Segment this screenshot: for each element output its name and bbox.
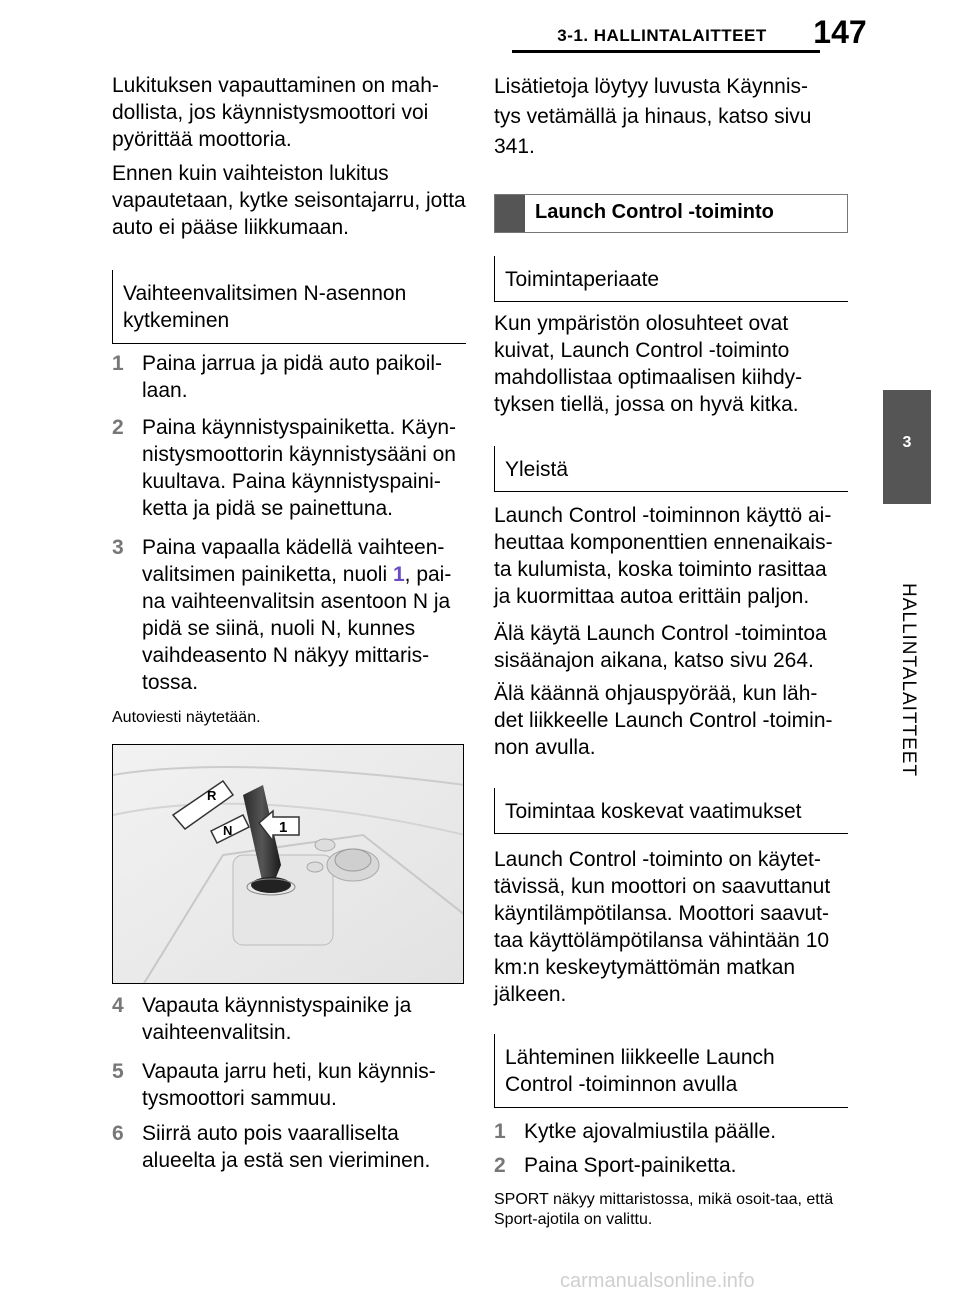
paragraph-more-info: Lisätietoja löytyy luvusta Käynnis-tys vetämällä ja hinaus, katso sivu 341. — [494, 75, 812, 158]
subheading-general — [494, 446, 848, 492]
step-text: Vapauta jarru heti, kun käynnis-tysmoottori sammuu. — [142, 1060, 436, 1110]
step-text: Kytke ajovalmiustila päälle. — [524, 1120, 777, 1143]
step-number: 1 — [494, 1120, 506, 1143]
step-text: Paina jarrua ja pidä auto paikoil-laan. — [142, 352, 443, 402]
step-number: 3 — [112, 536, 124, 559]
step-text-part: Paina vapaalla kädellä vaihteen-valitsimen painiketta, nuoli — [142, 536, 445, 586]
step-number: 5 — [112, 1060, 124, 1083]
subheading-start-off-text: Lähteminen liikkeelle Launch Control -toiminnon avulla — [505, 1046, 775, 1096]
chapter-side-label: HALLINTALAITTEET — [898, 583, 919, 778]
paragraph-requirements: Launch Control -toiminto on käytet-tävissä, kun moottori on saavuttanut käyntilämpötilansa. Moottori saavut-taa käyttölämpötilansa vähintään 10 km:n keskeytymättömän matkan jälkeen. — [494, 848, 831, 1006]
chapter-number: 3 — [902, 434, 912, 451]
section-title-bar — [495, 195, 525, 232]
subheading-principle-text: Toimintaperiaate — [505, 268, 660, 291]
note-message-shown: Autoviesti näytetään. — [112, 709, 261, 726]
paragraph-general-wear: Launch Control -toiminnon käyttö ai-heuttaa komponenttien ennenaikais-ta kulumista, koska toiminto rasittaa ja kuormittaa autoa erittäin paljon. — [494, 504, 833, 608]
paragraph-parking-brake: Ennen kuin vaihteiston lukitus vapautetaan, kytke seisontajarru, jotta auto ei pääse liikkumaan. — [112, 162, 466, 239]
step-text: Vapauta käynnistyspainike ja vaihteenvalitsin. — [142, 994, 412, 1044]
step-number: 2 — [112, 416, 124, 439]
step-number: 1 — [112, 352, 124, 375]
step-text: Siirrä auto pois vaaralliselta alueelta ja estä sen vieriminen. — [142, 1122, 431, 1172]
subheading-general-text: Yleistä — [505, 458, 569, 481]
subheading-principle — [494, 256, 848, 302]
label-r: R — [207, 788, 217, 803]
step-text: Paina Sport-painiketta. — [524, 1154, 737, 1177]
callout-number: 1 — [279, 819, 288, 836]
section-title-launch-control — [494, 194, 848, 233]
arrow-reference: 1 — [392, 563, 405, 586]
paragraph-general-steering: Älä käännä ohjauspyörää, kun läh-det liikkeelle Launch Control -toimin-non avulla. — [494, 682, 833, 759]
step-number: 6 — [112, 1122, 124, 1145]
section-title-text: Launch Control -toiminto — [535, 201, 774, 223]
watermark: carmanualsonline.info — [560, 1270, 755, 1292]
gear-selector-drawing — [113, 745, 464, 984]
subheading-n-position-text: Vaihteenvalitsimen N-asennon kytkeminen — [123, 282, 407, 332]
gear-selector-illustration — [112, 744, 464, 984]
header-rule — [512, 50, 820, 53]
chapter-tab — [883, 390, 931, 504]
page-number: 147 — [813, 14, 867, 50]
note-sport-mode: SPORT näkyy mittaristossa, mikä osoit-taa, että Sport-ajotila on valittu. — [494, 1191, 834, 1228]
step-text: Paina käynnistyspainiketta. Käyn-nistysmoottorin käynnistysääni on kuultava. Paina käynnistyspaini-ketta ja pidä se painettuna. — [142, 416, 457, 520]
running-header-section: 3-1. HALLINTALAITTEET — [557, 26, 767, 45]
subheading-n-position — [112, 270, 466, 344]
paragraph-principle: Kun ympäristön olosuhteet ovat kuivat, Launch Control -toiminto mahdollistaa optimaalisen kiihdy-tyksen tiellä, jossa on hyvä kitka. — [494, 312, 803, 416]
label-n: N — [223, 823, 233, 838]
subheading-requirements-text: Toimintaa koskevat vaatimukset — [505, 800, 802, 823]
step-number: 4 — [112, 994, 124, 1017]
paragraph-unlock: Lukituksen vapauttaminen on mah-dollista, jos käynnistysmoottori voi pyörittää moottoria. — [112, 74, 439, 151]
subheading-start-off — [494, 1034, 848, 1108]
paragraph-general-break-in: Älä käytä Launch Control -toimintoa sisäänajon aikana, katso sivu 264. — [494, 622, 827, 672]
step-text-part: , pai-na vaihteenvalitsin asentoon N ja pidä se siinä, nuoli N, kunnes vaihdeasento N näkyy mittaris-tossa. — [142, 563, 452, 694]
subheading-requirements — [494, 788, 848, 834]
step-text — [142, 534, 464, 696]
step-number: 2 — [494, 1154, 506, 1177]
